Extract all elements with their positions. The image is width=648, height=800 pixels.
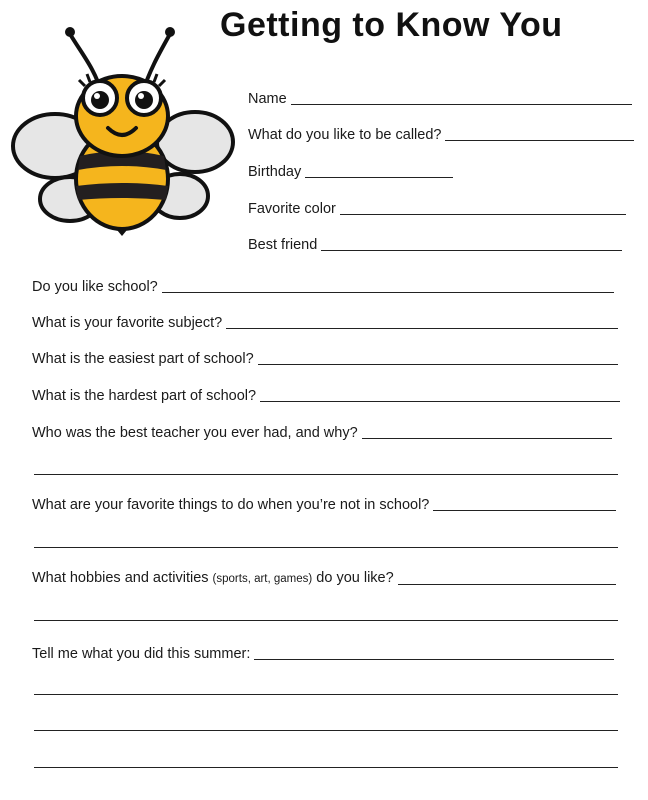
answer-line[interactable]	[34, 620, 618, 621]
answer-line[interactable]	[362, 424, 612, 439]
question-row	[32, 568, 616, 588]
answer-line[interactable]	[433, 496, 616, 511]
question-row	[32, 348, 618, 368]
answer-line[interactable]	[162, 278, 614, 293]
answer-line[interactable]	[34, 730, 618, 731]
question-label: Who was the best teacher you ever had, and why?	[32, 425, 358, 441]
page-title: Getting to Know You	[220, 6, 563, 44]
nickname-label: What do you like to be called?	[248, 127, 442, 143]
question-label: Tell me what you did this summer:	[32, 646, 251, 662]
question-row	[32, 494, 616, 514]
birthday-field-row	[248, 161, 453, 181]
question-row	[32, 276, 614, 296]
answer-line[interactable]	[226, 314, 618, 329]
question-label: What is the hardest part of school?	[32, 388, 257, 404]
answer-line[interactable]	[258, 350, 618, 365]
question-label: Do you like school?	[32, 279, 158, 295]
question-row	[32, 312, 618, 332]
answer-line[interactable]	[34, 767, 618, 768]
question-label: What is your favorite subject?	[32, 315, 223, 331]
nickname-field-row	[248, 124, 634, 144]
favorite-color-label: Favorite color	[248, 201, 336, 217]
birthday-line[interactable]	[305, 163, 453, 178]
question-label-small: (sports, art, games)	[212, 573, 313, 585]
answer-line[interactable]	[398, 570, 616, 585]
question-label: What are your favorite things to do when you’re not in school?	[32, 497, 430, 513]
question-label	[32, 569, 394, 588]
answer-line[interactable]	[34, 474, 618, 475]
favorite-color-field-row	[248, 198, 626, 218]
birthday-label: Birthday	[248, 164, 302, 180]
name-label: Name	[248, 91, 287, 107]
answer-line[interactable]	[34, 694, 618, 695]
nickname-line[interactable]	[445, 126, 634, 141]
favorite-color-line[interactable]	[340, 200, 626, 215]
answer-line[interactable]	[260, 387, 620, 402]
question-row	[32, 643, 614, 663]
name-field-row	[248, 88, 632, 108]
best-friend-label: Best friend	[248, 237, 318, 253]
name-line[interactable]	[291, 90, 632, 105]
best-friend-field-row	[248, 234, 622, 254]
question-label-pre: What hobbies and activities	[32, 570, 209, 586]
answer-line[interactable]	[254, 645, 614, 660]
question-label: What is the easiest part of school?	[32, 351, 254, 367]
question-row	[32, 422, 612, 442]
best-friend-line[interactable]	[321, 236, 622, 251]
answer-line[interactable]	[34, 547, 618, 548]
question-label-post: do you like?	[316, 570, 394, 586]
bee-icon	[10, 24, 235, 244]
question-row	[32, 385, 620, 405]
